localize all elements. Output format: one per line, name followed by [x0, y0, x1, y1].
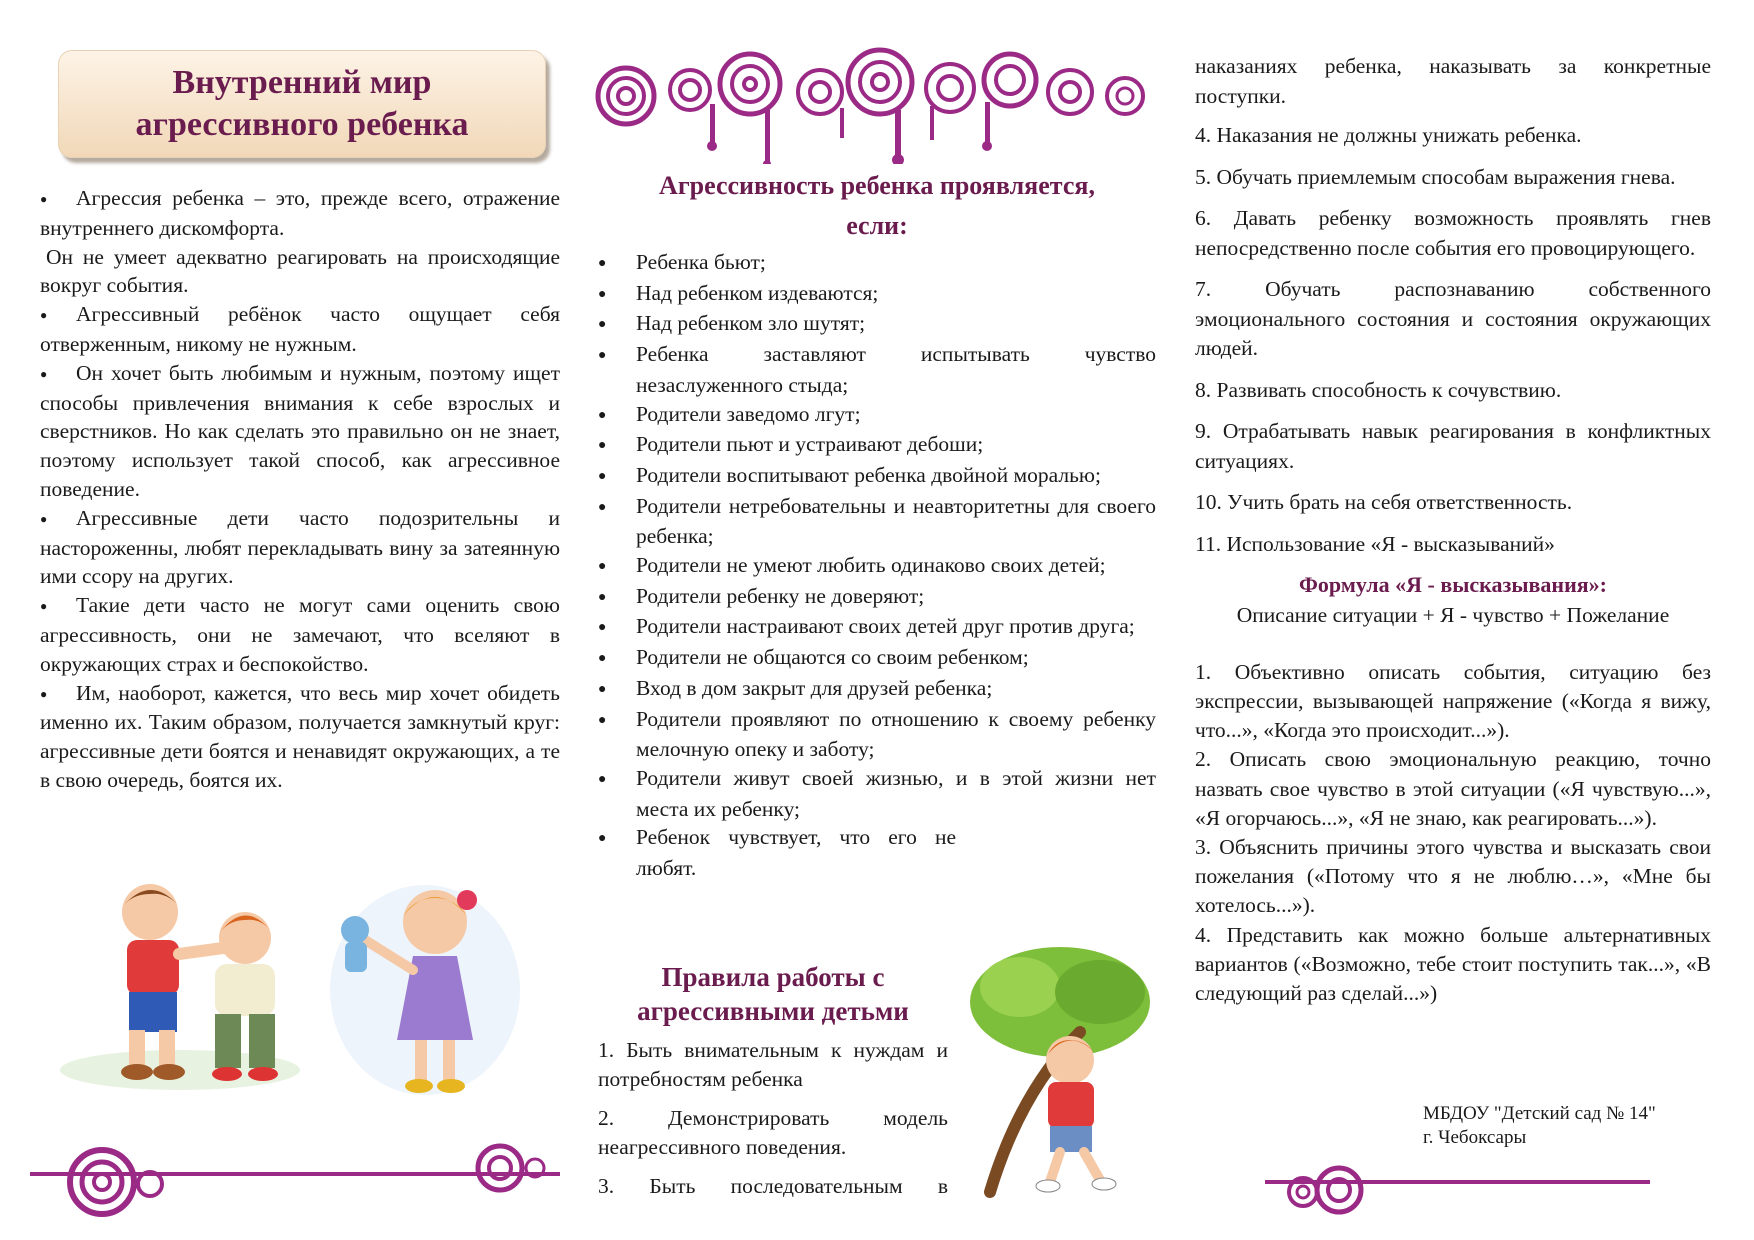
list-item: ● Ребенка бьют; [598, 248, 1156, 279]
rule-item: 4. Наказания не должны унижать ребенка. [1195, 123, 1582, 147]
column-middle [598, 166, 1156, 883]
formula-heading: Формула «Я - высказывания»: [1299, 572, 1607, 597]
boy-tree-illustration [960, 942, 1155, 1202]
list-item: ● Родители заведомо лгут; [598, 400, 1156, 431]
bullet-icon: ● [598, 651, 607, 667]
list-item: ● Над ребенком издеваются; [598, 279, 1156, 310]
bullet-icon: ● [40, 308, 48, 323]
ornament-bottom-left [30, 1138, 570, 1218]
list-item: ● Родители воспитывают ребенка двойной моралью; [598, 461, 1156, 492]
rules-heading: Правила работы с агрессивными детьми [637, 962, 909, 1026]
rules-continuation: наказаниях ребенка, наказывать за конкретные поступки. [1195, 54, 1711, 108]
list-item: ● Ребенок чувствует, что его не любят. [598, 825, 956, 881]
bullet-icon: ● [598, 438, 607, 454]
intro-paragraph: Он не умеет адекватно реагировать на происходящие вокруг события. [40, 244, 560, 298]
bullet-icon: ● [598, 468, 607, 484]
intro-paragraph: ● Агрессия ребенка – это, прежде всего, отражение внутреннего дискомфорта. [40, 186, 560, 240]
list-item: ● Родители настраивают своих детей друг против друга; [598, 612, 1156, 643]
column-right [1195, 52, 1711, 1008]
formula-step: 1. Объективно описать события, ситуацию без экспрессии, вызывающей напряжение («Когда я вижу, что...», «Когда это происходит...»). [1195, 659, 1711, 743]
bullet-icon: ● [598, 407, 607, 423]
list-item: ● Родители не общаются со своим ребенком; [598, 643, 1156, 674]
bullet-icon: ● [598, 286, 607, 302]
intro-paragraph: ● Агрессивные дети часто подозрительны и настороженны, любят перекладывать вину за затеянную ими ссору на других. [40, 505, 560, 589]
page-title: Внутренний мир агрессивного ребенка [135, 64, 469, 143]
list-item: ● Родители ребенку не доверяют; [598, 582, 1156, 613]
bullet-icon: ● [40, 511, 48, 526]
formula-step: 3. Объяснить причины этого чувства и высказать свои пожелания («Потому что я не люблю…», «Мне бы хотелось...»). [1195, 835, 1711, 918]
bullet-icon: ● [598, 559, 607, 575]
rule-item: 1. Быть внимательным к нуждам и потребностям ребенка [598, 1038, 948, 1091]
bullet-icon: ● [40, 599, 48, 614]
list-item: ● Родители живут своей жизнью, и в этой жизни нет места их ребенку; [598, 765, 1156, 821]
intro-paragraph: ● Им, наоборот, кажется, что весь мир хочет обидеть именно их. Таким образом, получается замкнутый круг: агрессивные дети боятся и ненавидят окружающих, а те в свою очередь, боятся их. [40, 680, 560, 792]
ornament-top [590, 44, 1160, 164]
fighting-boys-illustration [55, 870, 305, 1100]
rule-item: 11. Использование «Я - высказываний» [1195, 531, 1555, 556]
bullet-icon: ● [598, 589, 607, 605]
bullet-icon: ● [40, 192, 48, 206]
intro-paragraph: ● Он хочет быть любимым и нужным, поэтому ищет способы привлечения внимания к себе взрослых и сверстников. Но как сделать это правильно он не знает, поэтому использует такой способ, как агрессивное поведение. [40, 360, 560, 501]
bullet-icon: ● [598, 712, 607, 728]
intro-paragraph: ● Агрессивный ребёнок часто ощущает себя отверженным, никому не нужным. [40, 302, 560, 356]
list-item: ● Родители проявляют по отношению к своему ребенку мелочную опеку и заботу; [598, 706, 1156, 762]
organization-signature: МБДОУ "Детский сад № 14" г. Чебоксары [1423, 1103, 1656, 1148]
bullet-icon: ● [598, 620, 607, 636]
list-item: ● Ребенка заставляют испытывать чувство незаслуженного стыда; [598, 342, 1156, 397]
title-box [58, 50, 546, 158]
bullet-icon: ● [598, 681, 607, 697]
bullet-icon: ● [598, 317, 607, 333]
rule-item: 2. Демонстрировать модель неагрессивного поведения. [598, 1106, 948, 1159]
rule-item: 9. Отрабатывать навык реагирования в конфликтных ситуациях. [1195, 419, 1711, 473]
list-item: ● Родители нетребовательны и неавторитетны для своего ребенка; [598, 493, 1156, 549]
list-item: ● Вход в дом закрыт для друзей ребенка; [598, 674, 1156, 705]
bullet-icon: ● [598, 256, 607, 271]
rule-item: 7. Обучать распознаванию собственного эмоционального состояния и состояния окружающих людей. [1195, 277, 1711, 360]
bullet-icon: ● [598, 771, 607, 787]
intro-paragraph: ● Такие дети часто не могут сами оценить свою агрессивность, они не замечают, что вселяют в окружающих страх и беспокойство. [40, 593, 560, 676]
bullet-icon: ● [598, 831, 607, 847]
rules-block [598, 960, 948, 1211]
rule-item: 3. Быть последовательным в [598, 1174, 948, 1198]
bullet-icon: ● [40, 366, 48, 381]
bullet-icon: ● [40, 686, 48, 701]
angry-girl-illustration [315, 870, 525, 1110]
list-item: ● Родители пьют и устраивают дебоши; [598, 430, 1156, 461]
list-item: ● Над ребенком зло шутят; [598, 309, 1156, 340]
aggression-heading: Агрессивность ребенка проявляется, если: [659, 171, 1095, 240]
rule-item: 10. Учить брать на себя ответственность. [1195, 490, 1573, 514]
rule-item: 8. Развивать способность к сочувствию. [1195, 377, 1562, 402]
formula-step: 2. Описать свою эмоциональную реакцию, точно назвать свое чувство в этой ситуации («Я чувствую...», «Я огорчаюсь...», «Я не знаю, как реагировать...»). [1195, 747, 1711, 830]
column-left [40, 184, 560, 795]
bullet-icon: ● [598, 348, 607, 364]
bullet-icon: ● [598, 499, 607, 515]
rule-item: 5. Обучать приемлемым способам выражения гнева. [1195, 164, 1676, 189]
ornament-bottom-right [1265, 1160, 1655, 1220]
formula-step: 4. Представить как можно больше альтернативных вариантов («Возможно, тебе стоит поступить так...», «В следующий раз сделай...») [1195, 922, 1711, 1006]
formula-text: Описание ситуации + Я - чувство + Пожелание [1236, 603, 1670, 627]
rule-item: 6. Давать ребенку возможность проявлять гнев непосредственно после события его провоцирующего. [1195, 206, 1711, 260]
list-item: ● Родители не умеют любить одинаково своих детей; [598, 551, 1156, 582]
